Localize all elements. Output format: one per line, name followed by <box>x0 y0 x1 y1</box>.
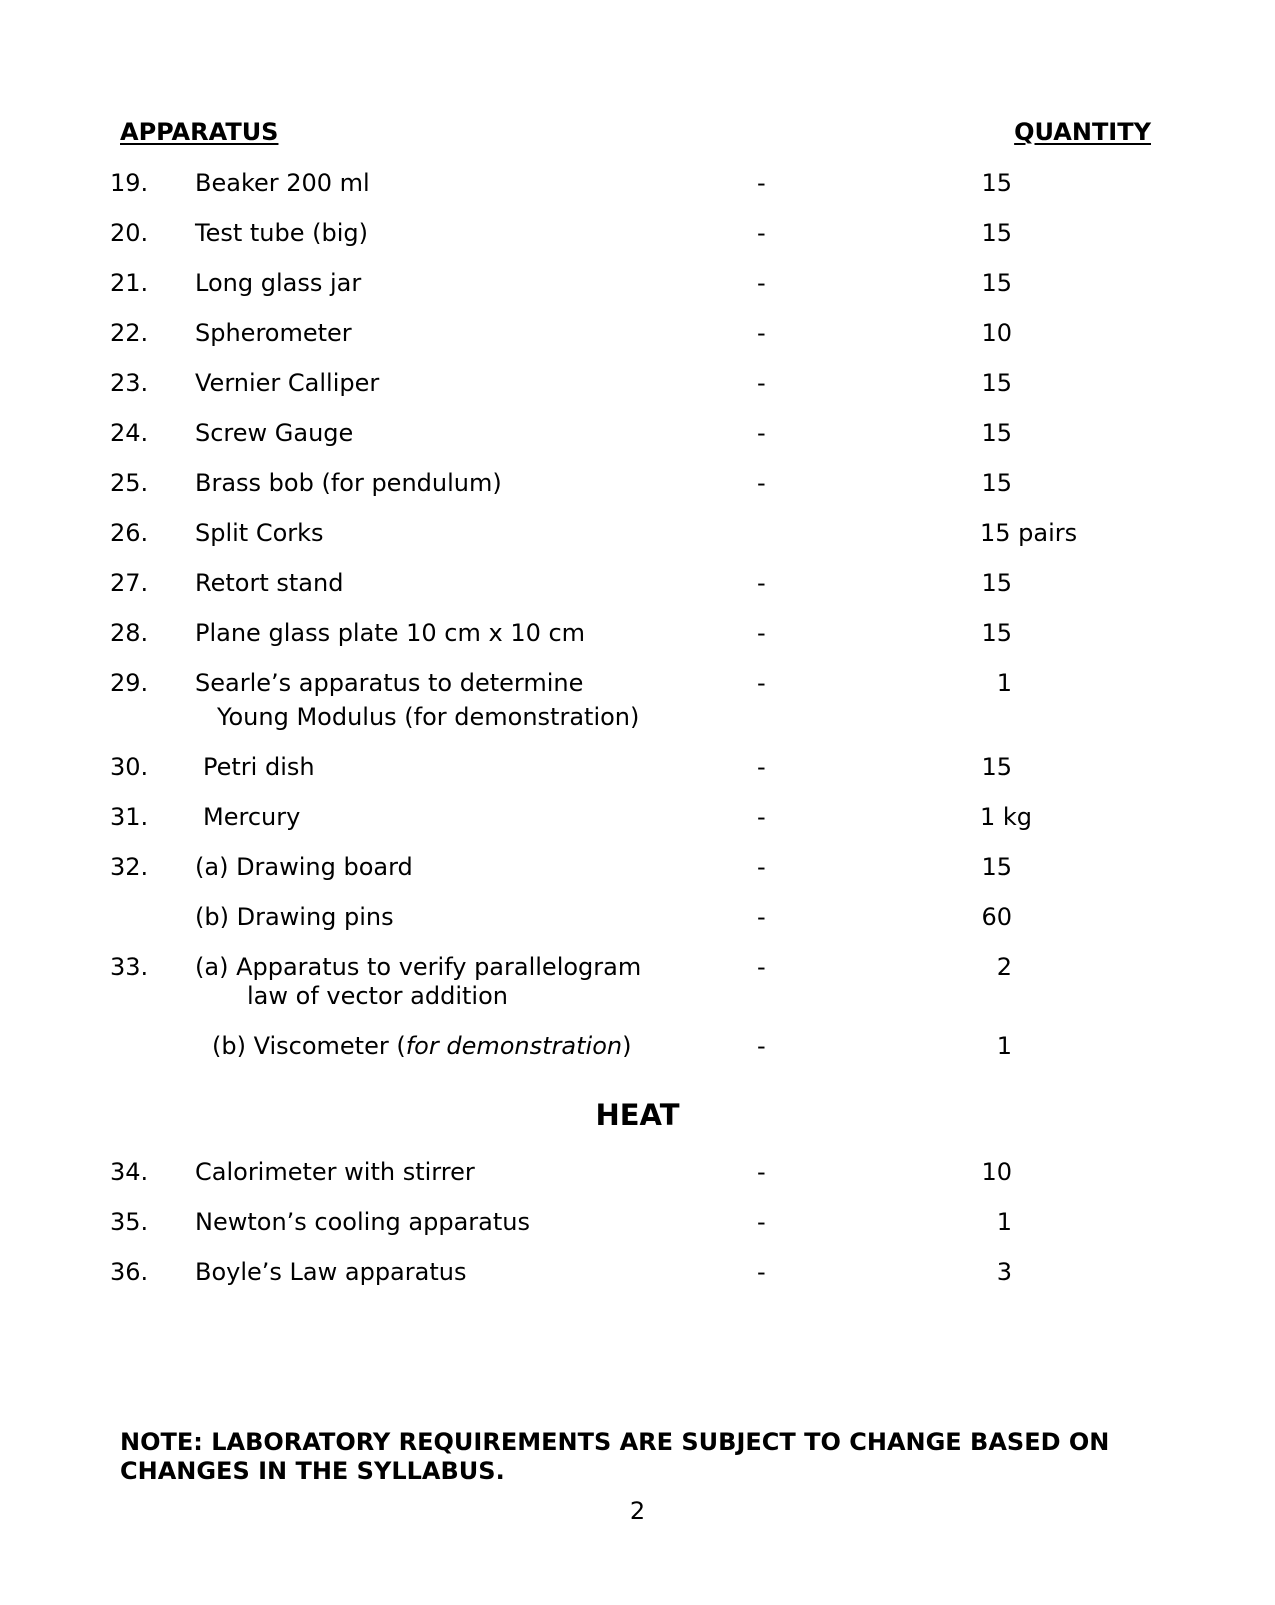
item-quantity: 1 <box>996 669 1012 697</box>
item-name: (a) Apparatus to verify parallelogram <box>195 953 642 981</box>
dash-separator: - <box>757 853 766 881</box>
item-name-continuation: law of vector addition <box>247 982 508 1010</box>
item-quantity: 15 <box>981 469 1012 497</box>
dash-separator: - <box>757 1158 766 1186</box>
item-quantity: 1 kg <box>980 803 1033 831</box>
dash-separator: - <box>757 269 766 297</box>
item-number: 33. <box>110 953 149 981</box>
item-name: Vernier Calliper <box>195 369 380 397</box>
item-number: 26. <box>110 519 149 547</box>
item-name: Boyle’s Law apparatus <box>195 1258 467 1286</box>
item-quantity: 60 <box>981 903 1012 931</box>
dash-separator: - <box>757 669 766 697</box>
item-number: 24. <box>110 419 149 447</box>
item-name: Spherometer <box>195 319 352 347</box>
syllabus-note: NOTE: LABORATORY REQUIREMENTS ARE SUBJECT TO CHANGE BASED ON CHANGES IN THE SYLLABUS. <box>120 1428 1110 1485</box>
item-name: Screw Gauge <box>195 419 354 447</box>
dash-separator: - <box>757 803 766 831</box>
item-quantity: 15 <box>981 369 1012 397</box>
item-name: Long glass jar <box>195 269 362 297</box>
item-quantity: 10 <box>981 319 1012 347</box>
dash-separator: - <box>757 619 766 647</box>
dash-separator: - <box>757 369 766 397</box>
item-name: Plane glass plate 10 cm x 10 cm <box>195 619 586 647</box>
item-quantity: 15 <box>981 569 1012 597</box>
item-number: 30. <box>110 753 149 781</box>
item-quantity: 3 <box>996 1258 1012 1286</box>
item-name-suffix: ) <box>622 1032 632 1060</box>
item-name: Split Corks <box>195 519 324 547</box>
item-quantity: 1 <box>996 1208 1012 1236</box>
item-number: 36. <box>110 1258 149 1286</box>
item-name: Searle’s apparatus to determine <box>195 669 584 697</box>
item-quantity: 15 pairs <box>980 519 1078 547</box>
item-number: 25. <box>110 469 149 497</box>
item-name: Newton’s cooling apparatus <box>195 1208 530 1236</box>
dash-separator: - <box>757 1208 766 1236</box>
dash-separator: - <box>757 469 766 497</box>
item-number: 28. <box>110 619 149 647</box>
item-number: 29. <box>110 669 149 697</box>
dash-separator: - <box>757 903 766 931</box>
item-number: 22. <box>110 319 149 347</box>
dash-separator: - <box>757 1258 766 1286</box>
item-quantity: 15 <box>981 619 1012 647</box>
item-name: Brass bob (for pendulum) <box>195 469 502 497</box>
quantity-column-header: QUANTITY <box>1014 118 1151 146</box>
item-number: 32. <box>110 853 149 881</box>
dash-separator: - <box>757 753 766 781</box>
item-number: 21. <box>110 269 149 297</box>
dash-separator: - <box>757 953 766 981</box>
item-quantity: 15 <box>981 419 1012 447</box>
item-name: (b) Drawing pins <box>195 903 394 931</box>
item-number: 35. <box>110 1208 149 1236</box>
item-name: Petri dish <box>203 753 315 781</box>
item-quantity: 15 <box>981 219 1012 247</box>
item-name <box>212 1031 631 1061</box>
item-name-prefix: (b) Viscometer ( <box>212 1032 406 1060</box>
item-number: 23. <box>110 369 149 397</box>
page-number: 2 <box>629 1497 646 1525</box>
dash-separator: - <box>757 1032 766 1060</box>
item-quantity: 15 <box>981 753 1012 781</box>
item-quantity: 10 <box>981 1158 1012 1186</box>
item-quantity: 15 <box>981 269 1012 297</box>
item-number: 34. <box>110 1158 149 1186</box>
item-quantity: 15 <box>981 169 1012 197</box>
item-name: Calorimeter with stirrer <box>195 1158 475 1186</box>
item-number: 27. <box>110 569 149 597</box>
item-quantity: 1 <box>996 1032 1012 1060</box>
item-number: 20. <box>110 219 149 247</box>
item-name-italic: for demonstration <box>405 1032 623 1060</box>
dash-separator: - <box>757 219 766 247</box>
dash-separator: - <box>757 169 766 197</box>
item-name-continuation: Young Modulus (for demonstration) <box>217 703 640 731</box>
item-name: Retort stand <box>195 569 344 597</box>
apparatus-column-header: APPARATUS <box>120 118 279 146</box>
dash-separator: - <box>757 569 766 597</box>
dash-separator: - <box>757 319 766 347</box>
item-name: Mercury <box>203 803 301 831</box>
item-quantity: 2 <box>996 953 1012 981</box>
item-name: Beaker 200 ml <box>195 169 370 197</box>
item-quantity: 15 <box>981 853 1012 881</box>
item-number: 19. <box>110 169 149 197</box>
item-name: Test tube (big) <box>195 219 369 247</box>
item-number: 31. <box>110 803 149 831</box>
dash-separator: - <box>757 419 766 447</box>
section-heading-heat: HEAT <box>595 1098 680 1132</box>
item-name: (a) Drawing board <box>195 853 413 881</box>
